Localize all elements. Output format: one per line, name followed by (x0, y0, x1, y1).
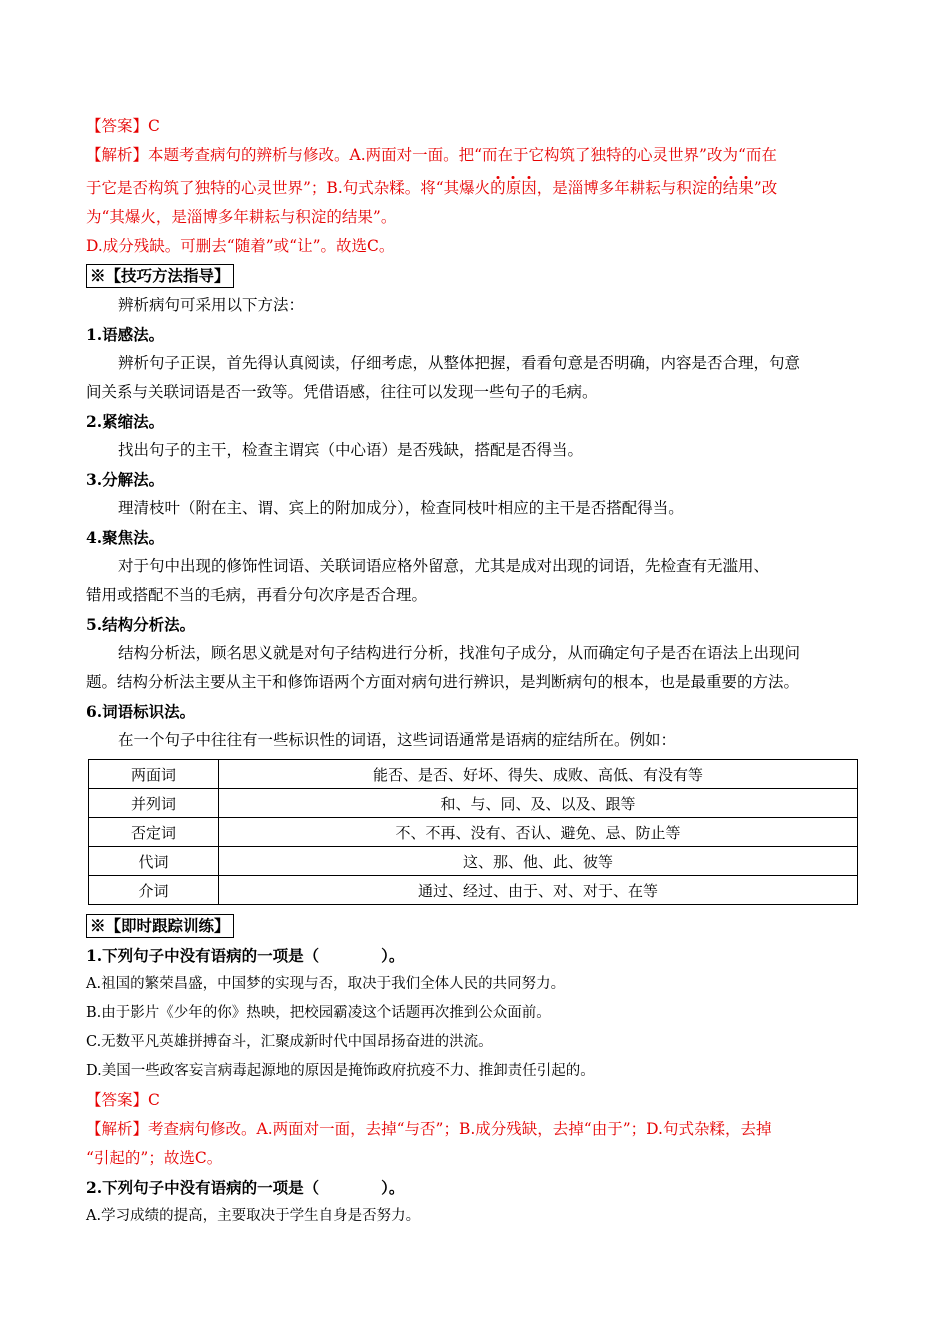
table-cell-words: 通过、经过、由于、对、对于、在等 (219, 876, 858, 905)
table-row (89, 847, 858, 876)
question-1-analysis-line-1: 【解析】考查病句修改。A.两面对一面，去掉“与否”；B.成分残缺，去掉“由于”；D.句式杂糅，去掉 (86, 1120, 772, 1138)
method-1-title: 1.语感法。 (86, 325, 165, 344)
method-1-body-line-1: 辨析句子正误，首先得认真阅读，仔细考虑，从整体把握，看看句意是否明确，内容是否合理，句意 (118, 354, 801, 372)
table-cell-category: 代词 (89, 847, 219, 876)
table-cell-words: 这、那、他、此、彼等 (219, 847, 858, 876)
method-5-title: 5.结构分析法。 (86, 615, 196, 634)
q0-analysis-line-3: 为“其爆火，是淄博多年耕耘与积淀的结果”。 (86, 208, 397, 226)
emphasis-dot-char: 果 (738, 179, 754, 197)
question-1-option-c: C.无数平凡英雄拼搏奋斗，汇聚成新时代中国昂扬奋进的洪流。 (86, 1034, 493, 1050)
table-cell-words: 和、与、同、及、以及、跟等 (219, 789, 858, 818)
q0-answer: 【答案】C (86, 117, 160, 135)
emphasis-dots-1 (490, 179, 537, 197)
method-1-body-line-2: 间关系与关联词语是否一致等。凭借语感，往往可以发现一些句子的毛病。 (86, 383, 598, 401)
question-1-stem: 1.下列句子中没有语病的一项是（ ）。 (86, 946, 405, 965)
question-1-answer: 【答案】C (86, 1091, 160, 1109)
methods-heading: ※【技巧方法指导】 (86, 264, 234, 288)
emphasis-dot-char: 结 (722, 179, 739, 197)
methods-heading-box (86, 261, 864, 291)
document-page (86, 112, 864, 1231)
table-cell-category: 并列词 (89, 789, 219, 818)
question-1-analysis-line-2: “引起的”；故选C。 (86, 1149, 223, 1167)
methods-intro: 辨析病句可采用以下方法： (118, 296, 305, 314)
table-row (89, 789, 858, 818)
question-2-option-a: A.学习成绩的提高，主要取决于学生自身是否努力。 (86, 1208, 421, 1224)
method-3-body: 理清枝叶（附在主、谓、宾上的附加成分），检查同枝叶相应的主干是否搭配得当。 (118, 499, 684, 517)
table-cell-category: 两面词 (89, 760, 219, 789)
method-4-body-line-2: 错用或搭配不当的毛病，再看分句次序是否合理。 (86, 586, 428, 604)
question-1-option-d: D.美国一些政客妄言病毒起源地的原因是掩饰政府抗疫不力、推卸责任引起的。 (86, 1063, 595, 1079)
table-cell-category: 否定词 (89, 818, 219, 847)
method-2-title: 2.紧缩法。 (86, 412, 165, 431)
q0-analysis-line-4: D.成分残缺。可删去“随着”或“让”。故选C。 (86, 237, 395, 255)
method-6-body: 在一个句子中往往有一些标识性的词语，这些词语通常是语病的症结所在。例如： (118, 731, 677, 749)
emphasis-dot-char: 原 (505, 179, 522, 197)
training-heading: ※【即时跟踪训练】 (86, 914, 234, 938)
emphasis-dot-char: 的 (707, 179, 723, 197)
q0-analysis-line-2: 于它是否构筑了独特的心灵世界”；B.句式杂糅。将“其爆火的原因，是淄博多年耕耘与积淀的结果”改 (86, 179, 778, 197)
table-cell-category: 介词 (89, 876, 219, 905)
method-4-body-line-1: 对于句中出现的修饰性词语、关联词语应格外留意，尤其是成对出现的词语，先检查有无滥用、 (118, 557, 770, 575)
method-3-title: 3.分解法。 (86, 470, 165, 489)
table-cell-words: 能否、是否、好坏、得失、成败、高低、有没有等 (219, 760, 858, 789)
emphasis-dots-2 (707, 179, 754, 197)
question-1-option-b: B.由于影片《少年的你》热映，把校园霸凌这个话题再次推到公众面前。 (86, 1005, 551, 1021)
method-4-title: 4.聚焦法。 (86, 528, 165, 547)
training-heading-box (86, 911, 864, 941)
emphasis-dot-char: 的 (490, 179, 506, 197)
emphasis-dot-char: 因 (521, 179, 537, 197)
question-1-option-a: A.祖国的繁荣昌盛，中国梦的实现与否，取决于我们全体人民的共同努力。 (86, 976, 566, 992)
method-5-body-line-1: 结构分析法，顾名思义就是对句子结构进行分析，找准句子成分，从而确定句子是否在语法上出现问 (118, 644, 801, 662)
table-row (89, 876, 858, 905)
q0-analysis-line-1: 【解析】本题考查病句的辨析与修改。A.两面对一面。把“而在于它构筑了独特的心灵世界”改为“而在 (86, 146, 777, 164)
table-row (89, 818, 858, 847)
method-5-body-line-2: 题。结构分析法主要从主干和修饰语两个方面对病句进行辨识，是判断病句的根本，也是最重要的方法。 (86, 673, 800, 691)
question-2-stem: 2.下列句子中没有语病的一项是（ ）。 (86, 1178, 405, 1197)
marker-words-table (88, 759, 858, 905)
table-row (89, 760, 858, 789)
table-cell-words: 不、不再、没有、否认、避免、忌、防止等 (219, 818, 858, 847)
method-2-body: 找出句子的主干，检查主谓宾（中心语）是否残缺，搭配是否得当。 (118, 441, 584, 459)
method-6-title: 6.词语标识法。 (86, 702, 196, 721)
